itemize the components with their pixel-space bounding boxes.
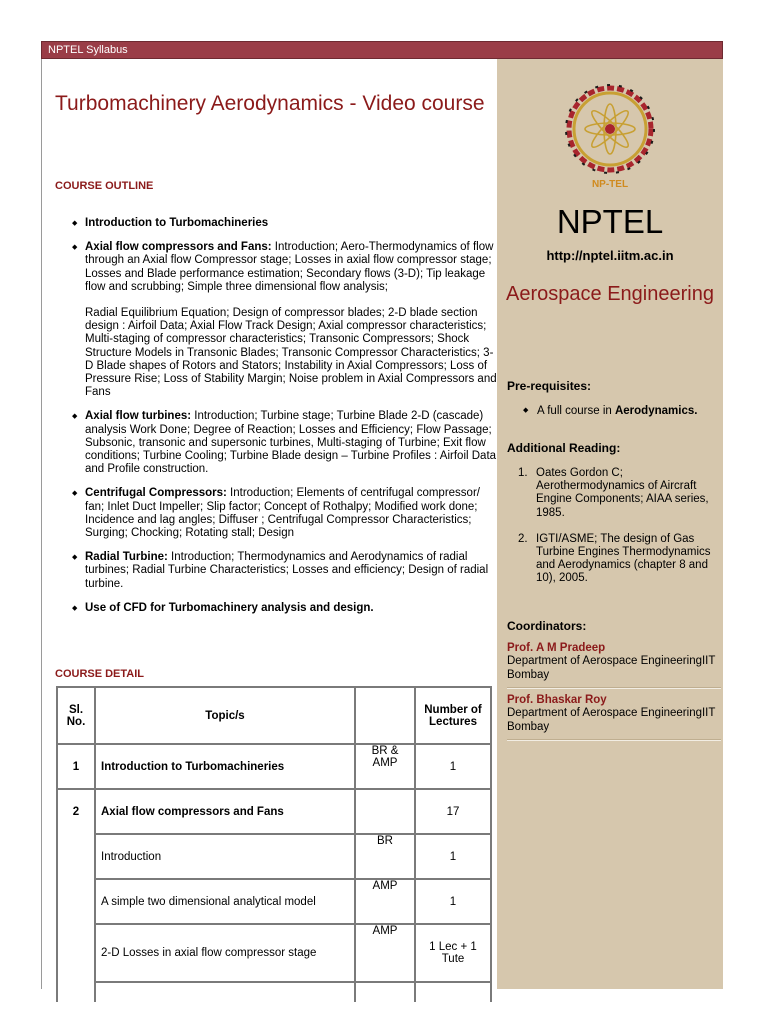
table-row: 2-D Losses in axial flow compressor stage AMP 1 Lec + 1 Tute <box>57 924 491 982</box>
bar-label: NPTEL Syllabus <box>48 44 128 56</box>
coordinator-entry <box>507 642 717 682</box>
outline-item: ◆ Use of CFD for Turbomachinery analysis and design. <box>72 602 497 615</box>
outline-item: ◆ Centrifugal Compressors: Introduction; Elements of centrifugal compressor/ fan; Inlet Duct Impeller; Slip factor; Concept of Rothalpy; Modified work done; Incidence and lag angles; Diffuser ; Centrifugal Compressor Characteristics; Surging; Chocking; Rotating stall; Design <box>72 487 497 540</box>
coordinator-dept: Department of Aerospace EngineeringIIT Bombay <box>507 707 716 733</box>
brand-name: NPTEL <box>556 203 664 240</box>
table-row: A simple two dimensional analytical model AMP 1 <box>57 879 491 924</box>
additional-reading-heading: Additional Reading: <box>507 441 621 455</box>
header-sl-no: Sl. No. <box>57 687 95 744</box>
list-item: 1. Oates Gordon C; Aerothermodynamics of Aircraft Engine Components; AIAA series, 1985. <box>518 467 709 519</box>
department-name: Aerospace Engineering <box>506 283 714 305</box>
list-item: 2. IGTI/ASME; The design of Gas Turbine Engines Thermodynamics and Aerodynamics (chapter 8 and 10), 2005. <box>518 532 711 585</box>
nptel-syllabus-bar <box>41 41 723 59</box>
course-outline-heading: COURSE OUTLINE <box>55 180 154 192</box>
page-title: Turbomachinery Aerodynamics - Video course <box>55 92 485 115</box>
outline-item: ◆ Axial flow turbines: Introduction; Turbine stage; Turbine Blade 2-D (cascade) analysis Work Done; Degree of Reaction; Losses and Efficiency; Flow Passage; Subsonic, transonic and supersonic turbines, Multi-staging of Turbine; Exit flow conditions; Turbine Cooling; Turbine Blade design – Turbine Profiles : Airfoil Data and Profile construction. <box>72 410 497 476</box>
logo-lettering: NP-TEL <box>591 179 629 190</box>
sidebar <box>497 59 723 989</box>
coordinator-name[interactable]: Prof. Bhaskar Roy <box>507 694 607 706</box>
course-detail-heading: COURSE DETAIL <box>55 668 145 680</box>
header-topic: Topic/s <box>95 687 355 744</box>
list-item: ◆ A full course in Aerodynamics. <box>523 405 697 417</box>
course-detail-table <box>56 686 492 1002</box>
table-row: 2 Axial flow compressors and Fans 17 <box>57 789 491 834</box>
prerequisites-heading: Pre-requisites: <box>507 379 592 393</box>
additional-reading-list <box>507 467 717 599</box>
coordinators-heading: Coordinators: <box>507 619 587 633</box>
site-url[interactable]: http://nptel.iitm.ac.in <box>546 248 674 263</box>
outline-item: ◆ Radial Turbine: Introduction; Thermodynamics and Aerodynamics of radial turbines; Radial Turbine Characteristics; Losses and efficiency; Design of radial turbine. <box>72 551 497 591</box>
outline-item: ◆ Introduction to Turbomachineries <box>72 217 497 230</box>
main-content <box>41 59 497 989</box>
table-row: Introduction BR 1 <box>57 834 491 879</box>
table-row: 1 Introduction to Turbomachineries BR & AMP 1 <box>57 744 491 789</box>
prerequisites-list <box>523 405 697 417</box>
header-lectures: Number of Lectures <box>415 687 491 744</box>
coordinator-dept: Department of Aerospace EngineeringIIT Bombay <box>507 655 716 681</box>
divider <box>507 739 721 741</box>
table-header-row <box>57 687 491 744</box>
nptel-logo-icon <box>559 79 661 191</box>
course-outline-list <box>72 217 497 626</box>
outline-paragraph: Radial Equilibrium Equation; Design of compressor blades; 2-D blade section design : Airfoil Data; Axial Flow Track Design; Axial compressor characteristics; Multi-staging of compressor characteristics; Transonic Compressors; Shock Structure Models in Transonic Blades; Transonic Compressor Characteristics; 3-D Blade shapes of Rotors and Stators; Instability in Axial Compressors; Loss of Pressure Rise; Loss of Stability Margin; Noise problem in Axial Compressors and Fans <box>85 307 497 399</box>
header-code <box>355 687 415 744</box>
coordinator-entry <box>507 694 717 734</box>
divider <box>507 687 721 689</box>
outline-item: ◆ Axial flow compressors and Fans: Introduction; Aero-Thermodynamics of flow through an Axial flow Compressor stage; Losses in axial flow compressor stage; Losses and Blade performance estimation; Secondary flows (3-D); Tip leakage flow and scrubbing; Simple three dimensional flow analysis; Radial Equilibrium Equation; Design of compressor blades; 2-D blade section design : Airfoil Data; Axial Flow Track Design; Axial compressor characteristics; Multi-staging of compressor characteristics; Transonic Compressors; Shock Structure Models in Transonic Blades; Transonic Compressor Characteristics; 3-D Blade shapes of Rotors and Stators; Instability in Axial Compressors; Loss of Pressure Rise; Loss of Stability Margin; Noise problem in Axial Compressors and Fans <box>72 241 497 399</box>
coordinator-name[interactable]: Prof. A M Pradeep <box>507 642 606 654</box>
table-row <box>57 982 491 1002</box>
